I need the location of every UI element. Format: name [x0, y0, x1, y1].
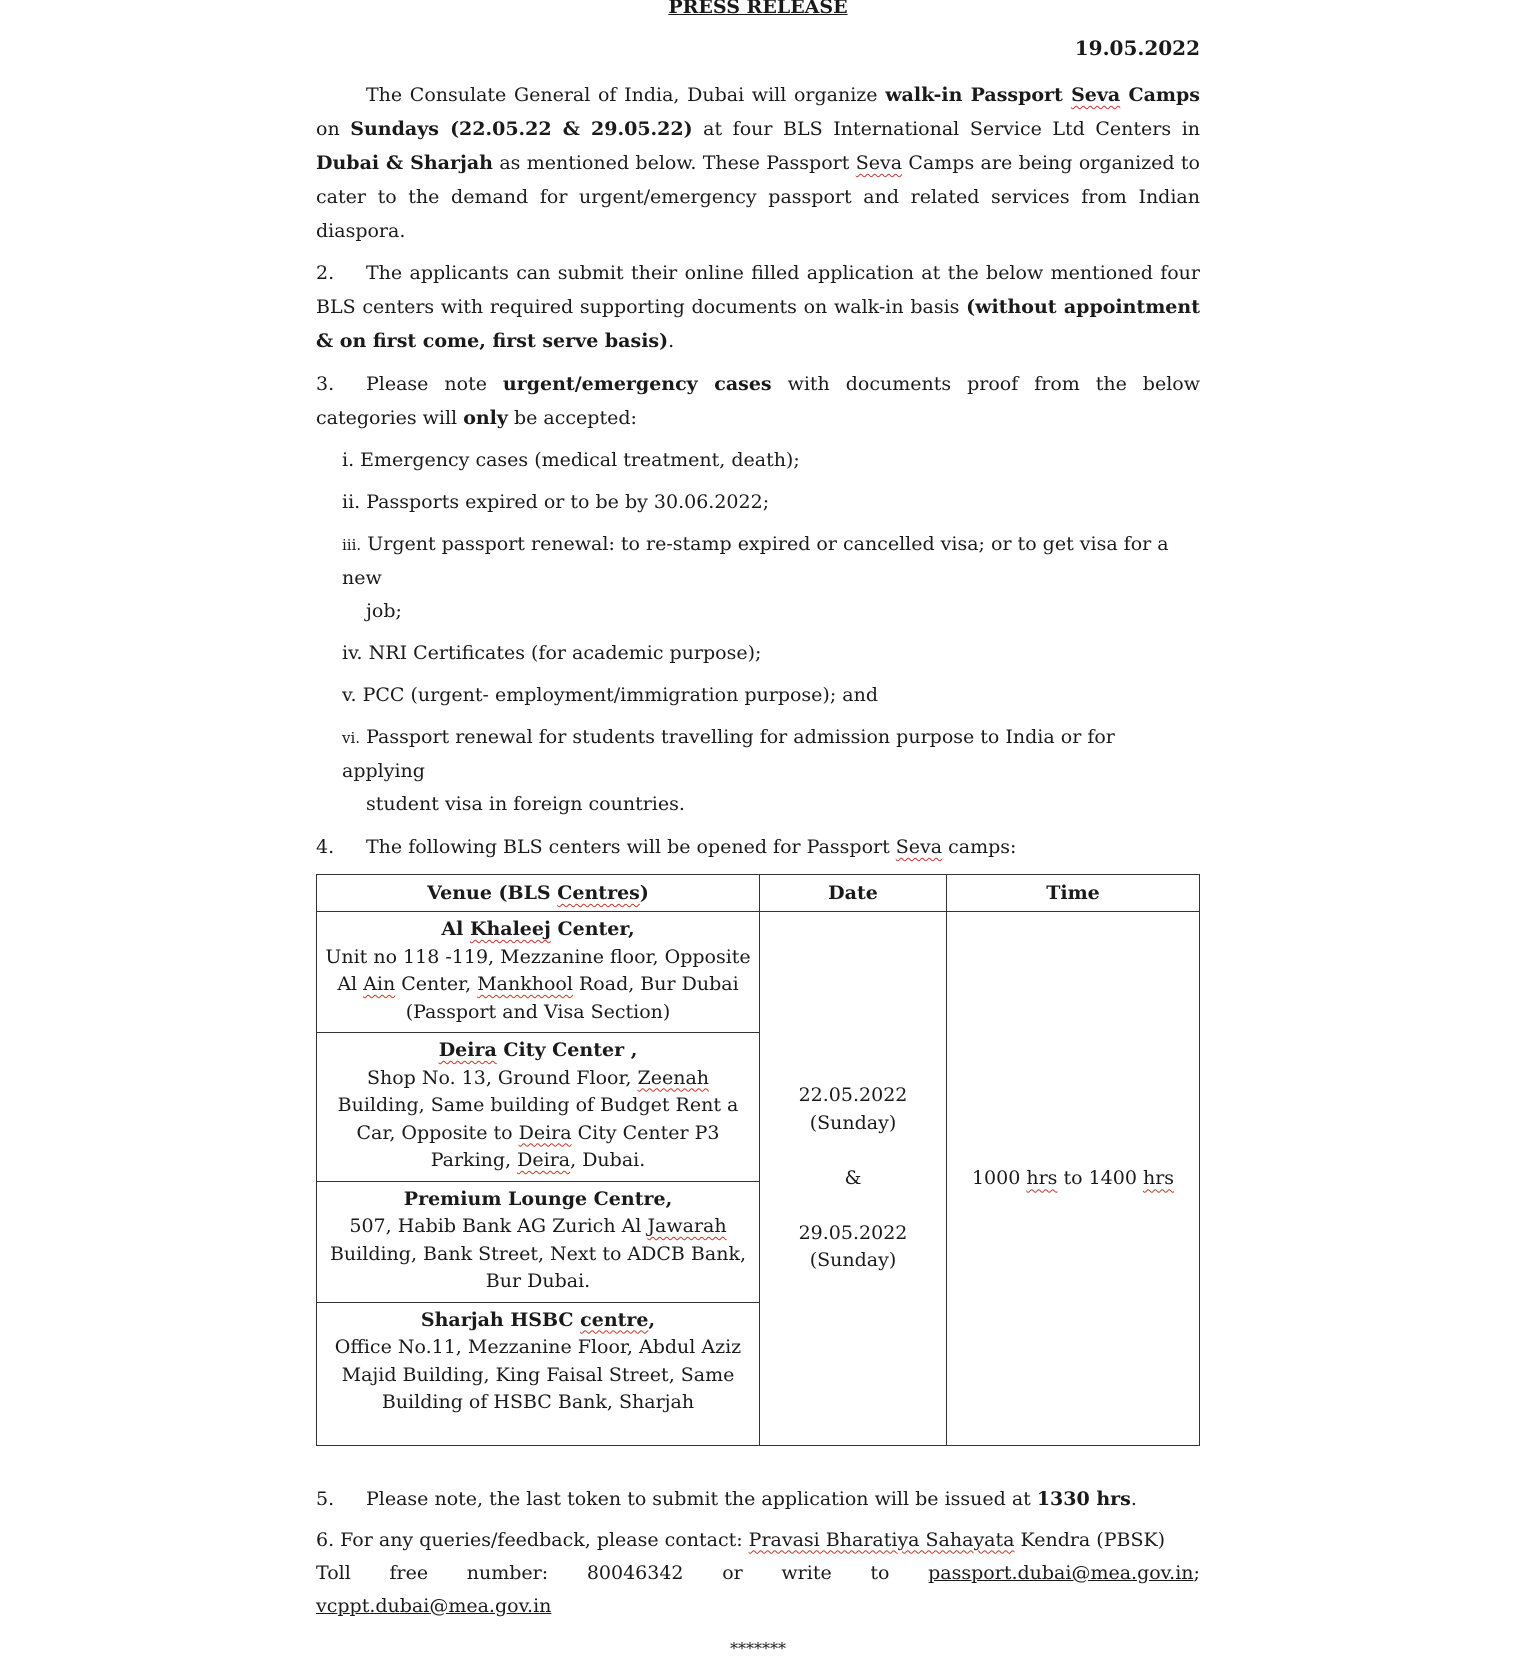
list-item: iii. Urgent passport renewal: to re-stamp expired or cancelled visa; or to get visa for a new job; [342, 533, 1169, 622]
paragraph-6: 6. For any queries/feedback, please contact: Pravasi Bharatiya Sahayata Kendra (PBSK) Toll free number: 80046342 or write to passport.dubai@mea.gov.in; vcppt.dubai@mea.gov.in [316, 1528, 1200, 1617]
list-item: v. PCC (urgent- employment/immigration purpose); and [342, 684, 878, 706]
email-link-passport[interactable]: passport.dubai@mea.gov.in [928, 1561, 1194, 1584]
document-title: PRESS RELEASE [668, 0, 848, 18]
table-header-row [317, 875, 1200, 912]
venue-cell: Deira City Center , Shop No. 13, Ground Floor, Zeenah Building, Same building of Budget Rent a Car, Opposite to Deira City Center P3 Parking, Deira, Dubai. [317, 1033, 760, 1182]
venue-cell: Al Khaleej Center, Unit no 118 -119, Mezzanine floor, Opposite Al Ain Center, Mankhool Road, Bur Dubai (Passport and Visa Section) [317, 912, 760, 1033]
table-row [317, 912, 1200, 1033]
press-release-document [316, 0, 1200, 1658]
paragraph-2: 2. The applicants can submit their online filled application at the below mentioned four BLS centers with required supporting documents on walk-in basis (without appointment & on first come, first serve basis). [316, 262, 1200, 352]
list-item: i. Emergency cases (medical treatment, death); [342, 449, 800, 471]
list-item: iv. NRI Certificates (for academic purpose); [342, 642, 762, 664]
venue-cell: Sharjah HSBC centre, Office No.11, Mezzanine Floor, Abdul Aziz Majid Building, King Faisal Street, Same Building of HSBC Bank, Sharjah [317, 1302, 760, 1445]
time-header: Time [947, 875, 1200, 912]
paragraph-4: 4. The following BLS centers will be opened for Passport Seva camps: [316, 836, 1017, 858]
paragraph-3: 3. Please note urgent/emergency cases with documents proof from the below categories will only be accepted: [316, 373, 1200, 429]
bls-centers-table [316, 874, 1200, 1446]
email-link-vcppt[interactable]: vcppt.dubai@mea.gov.in [316, 1594, 552, 1617]
list-item: vi. Passport renewal for students travelling for admission purpose to India or for applying student visa in foreign countries. [342, 726, 1115, 815]
paragraph-5: 5. Please note, the last token to submit the application will be issued at 1330 hrs. [316, 1487, 1137, 1510]
list-item: ii. Passports expired or to be by 30.06.2022; [342, 491, 770, 513]
document-date: 19.05.2022 [1074, 36, 1200, 60]
date-header: Date [760, 875, 947, 912]
date-cell: 22.05.2022 (Sunday) & 29.05.2022 (Sunday) [760, 912, 947, 1446]
time-cell: 1000 hrs to 1400 hrs [947, 912, 1200, 1446]
venue-cell: Premium Lounge Centre, 507, Habib Bank AG Zurich Al Jawarah Building, Bank Street, Next to ADCB Bank, Bur Dubai. [317, 1181, 760, 1302]
paragraph-1: The Consulate General of India, Dubai will organize walk-in Passport Seva Camps on Sundays (22.05.22 & 29.05.22) at four BLS International Service Ltd Centers in Dubai & Sharjah as mentioned below. These Passport Seva Camps are being organized to cater to the demand for urgent/emergency passport and related services from Indian diaspora. [316, 84, 1201, 242]
end-marker: ******* [730, 1638, 786, 1658]
venue-header: Venue (BLS Centres) [317, 875, 760, 912]
